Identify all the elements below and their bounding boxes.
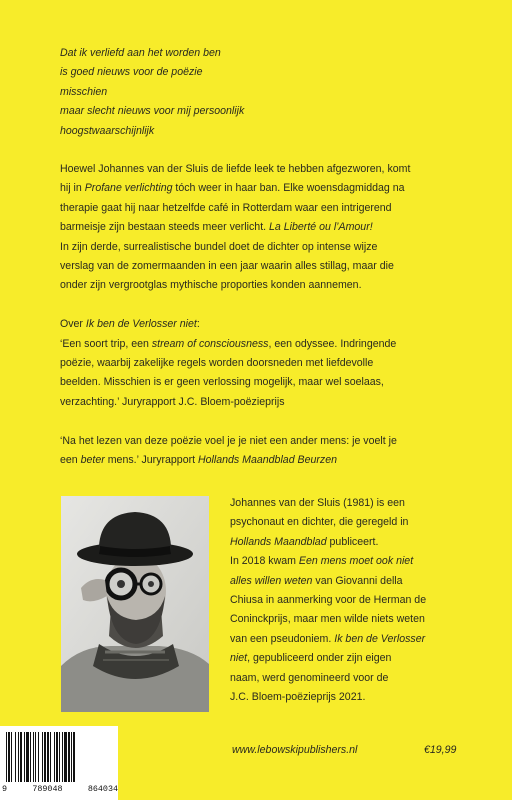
bio-line: psychonaut en dichter, die geregeld in [230, 516, 409, 529]
barcode-bar [73, 732, 75, 782]
barcode-bar [18, 732, 19, 782]
barcode-bar [64, 732, 67, 782]
poem-line: Dat ik verliefd aan het worden ben [60, 47, 221, 59]
barcode-digits: 9 789048 864034 [2, 784, 118, 794]
author-bio [230, 494, 470, 707]
author-portrait-image [61, 496, 209, 712]
blurb-line: therapie gaat hij naar hetzelfde café in Rotterdam waar een intrigerend [60, 201, 392, 214]
poem-line: maar slecht nieuws voor mij persoonlijk [60, 105, 245, 118]
barcode-bar [6, 732, 7, 782]
barcode-bar [42, 732, 43, 782]
isbn-barcode [0, 726, 118, 800]
italic-phrase: La Liberté ou l’Amour! [269, 221, 373, 234]
author-photo [61, 496, 209, 712]
blurb-line: In zijn derde, surrealistische bundel doet de dichter op intense wijze [60, 240, 378, 253]
bio-line: J.C. Bloem-poëzieprijs 2021. [230, 691, 366, 704]
publisher-url[interactable]: www.lebowskipublishers.nl [232, 744, 358, 756]
barcode-bar [26, 732, 29, 782]
bio-line: naam, werd genomineerd voor de [230, 671, 389, 684]
barcode-bar [68, 732, 70, 782]
barcode-bar [59, 732, 60, 782]
bio-line: Hollands Maandblad publiceert. [230, 535, 379, 548]
barcode-bar [47, 732, 49, 782]
review-line: poëzie, waarbij zakelijke regels worden doorsneden met liefdevolle [60, 357, 374, 370]
bio-line: Chiusa in aanmerking voor de Herman de [230, 594, 427, 607]
poem-line: is goed nieuws voor de poëzie [60, 66, 203, 79]
blurb-line: verslag van de zomermaanden in een jaar waarin alles stillag, maar die [60, 260, 394, 273]
barcode-bar [8, 732, 10, 782]
bio-line: van een pseudoniem. Ik ben de Verlosser [230, 632, 426, 645]
blurb-line: barmeisje zijn bestaan steeds meer verlicht. La Liberté ou l’Amour! [60, 221, 373, 234]
bio-line: alles willen weten van Giovanni della [230, 574, 403, 587]
barcode-bar [71, 732, 72, 782]
barcode-bar [20, 732, 22, 782]
book-title: Profane verlichting [84, 182, 173, 195]
review-line: beelden. Misschien is er geen verlossing mogelijk, maar wel soelaas, [60, 376, 384, 389]
review-heading: Over Ik ben de Verlosser niet: [60, 318, 200, 331]
blurb-line: hij in Profane verlichting tóch weer in haar ban. Elke woensdagmiddag na [60, 182, 405, 195]
review-line: ‘Na het lezen van deze poëzie voel je je niet een ander mens: je voelt je [60, 434, 397, 447]
barcode-bar [11, 732, 12, 782]
book-blurb [60, 160, 460, 470]
barcode-bar [15, 732, 16, 782]
bio-line: niet, gepubliceerd onder zijn eigen [230, 652, 392, 665]
blurb-line: onder zijn vergrootglas mythische proporties konden aannemen. [60, 279, 362, 292]
poem-line: misschien [60, 85, 108, 98]
book-title: Ik ben de Verlosser niet [85, 318, 197, 331]
barcode-bar [38, 732, 39, 782]
barcode-bar [44, 732, 46, 782]
barcode-bar [33, 732, 34, 782]
review-line: verzachting.’ Juryrapport J.C. Bloem-poëzieprijs [60, 395, 285, 408]
blurb-line: Hoewel Johannes van der Sluis de liefde leek te hebben afgezworen, komt [60, 163, 411, 175]
review-line: een beter mens.’ Juryrapport Hollands Maandblad Beurzen [60, 454, 337, 467]
bio-line: Coninckprijs, maar men wilde niets weten [230, 613, 425, 626]
barcode-bar [62, 732, 63, 782]
price-label: €19,99 [424, 744, 457, 756]
bio-line: Johannes van der Sluis (1981) is een [230, 497, 405, 509]
barcode-bar [56, 732, 58, 782]
barcode-bar [50, 732, 51, 782]
barcode-bar [24, 732, 25, 782]
review-line: ‘Een soort trip, een stream of consciousness, een odyssee. Indringende [60, 337, 397, 350]
barcode-bars [4, 732, 114, 784]
poem-excerpt [60, 44, 460, 141]
barcode-bar [30, 732, 31, 782]
barcode-bar [54, 732, 55, 782]
bio-line: In 2018 kwam Een mens moet ook niet [230, 555, 414, 568]
poem-line: hoogstwaarschijnlijk [60, 124, 155, 137]
barcode-bar [35, 732, 36, 782]
